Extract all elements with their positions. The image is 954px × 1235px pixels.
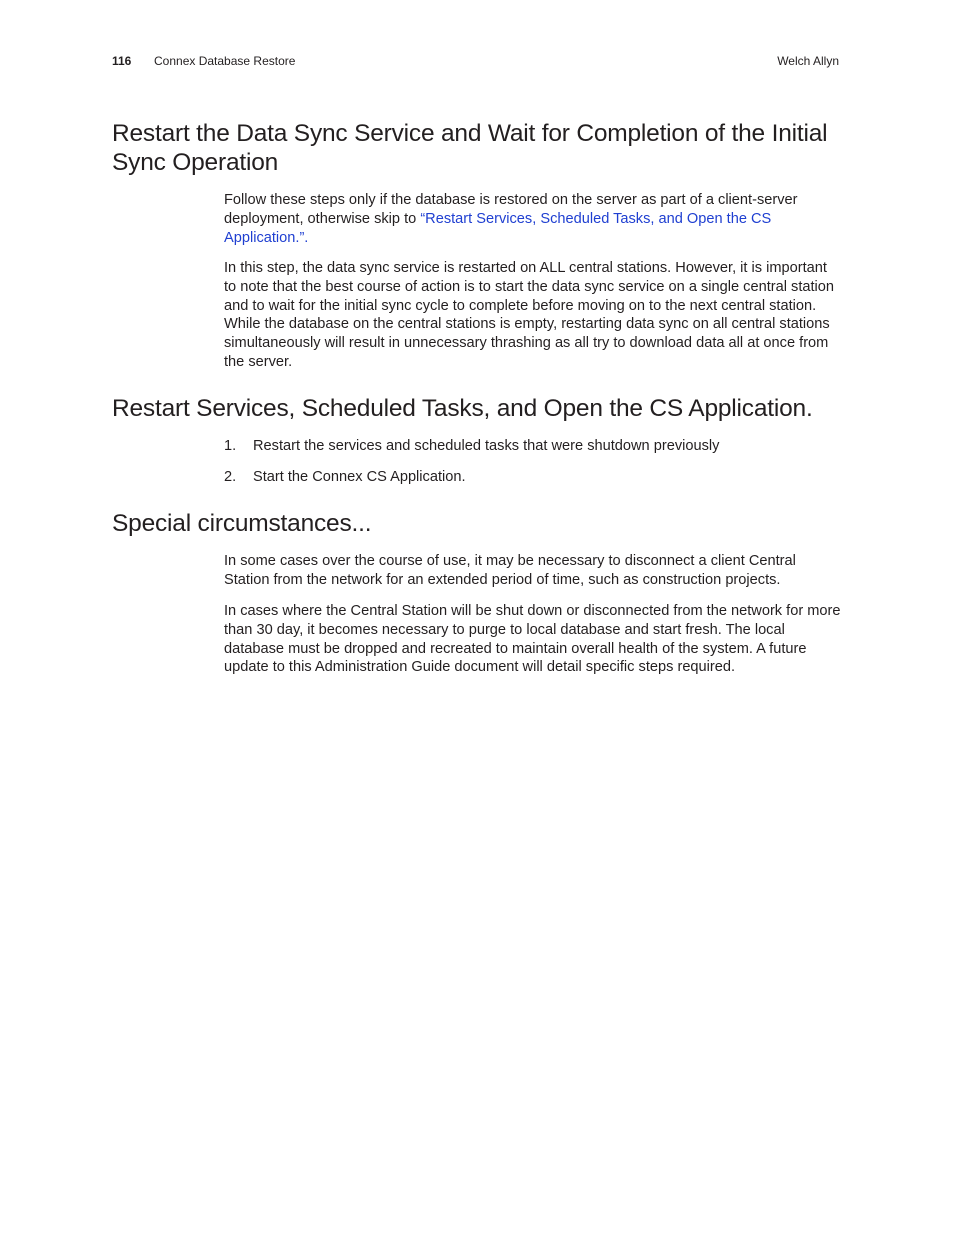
page-header	[112, 52, 839, 70]
paragraph-text: In this step, the data sync service is restarted on ALL central stations. However, it is important to note that the best course of action is to start the data sync service on a single central station and to wait for the initial sync cycle to complete before moving on to the next central station. While the database on the central stations is empty, restarting data sync on all central stations simultaneously will result in unnecessary thrashing as all try to download data all at once from the server.	[224, 260, 835, 370]
paragraph-text: Follow these steps only if the database is restored on the server as part of a client-server deployment, otherwise skip to	[224, 192, 798, 227]
paragraph-purge-database	[224, 602, 842, 677]
list-text: Restart the services and scheduled tasks that were shutdown previously	[253, 438, 720, 454]
paragraph-sync-explanation	[224, 259, 842, 372]
paragraph-text: In cases where the Central Station will be shut down or disconnected from the network for more than 30 day, it becomes necessary to purge to local database and start fresh. The local database must be dropped and recreated to maintain overall health of the system. A future update to this Administration Guide document will detail specific steps required.	[224, 603, 841, 676]
running-title: Connex Database Restore	[154, 54, 296, 68]
list-text: Start the Connex CS Application.	[253, 469, 466, 485]
page-number: 116	[112, 54, 132, 68]
paragraph-follow-steps	[224, 191, 842, 247]
heading-restart-services: Restart Services, Scheduled Tasks, and Open the CS Application.	[112, 395, 813, 422]
cross-reference-link[interactable]: “Restart Services, Scheduled Tasks, and Open the CS Application.”.	[224, 210, 772, 246]
list-number: 2.	[224, 469, 237, 485]
paragraph-text: In some cases over the course of use, it may be necessary to disconnect a client Central Station from the network for an extended period of time, such as construction projects.	[224, 553, 796, 588]
heading-restart-data-sync: Restart the Data Sync Service and Wait for Completion of the Initial Sync Operation	[112, 120, 828, 176]
paragraph-disconnect	[224, 552, 842, 590]
brand-name: Welch Allyn	[777, 54, 839, 68]
heading-special-circumstances: Special circumstances...	[112, 510, 372, 537]
list-number: 1.	[224, 438, 237, 454]
